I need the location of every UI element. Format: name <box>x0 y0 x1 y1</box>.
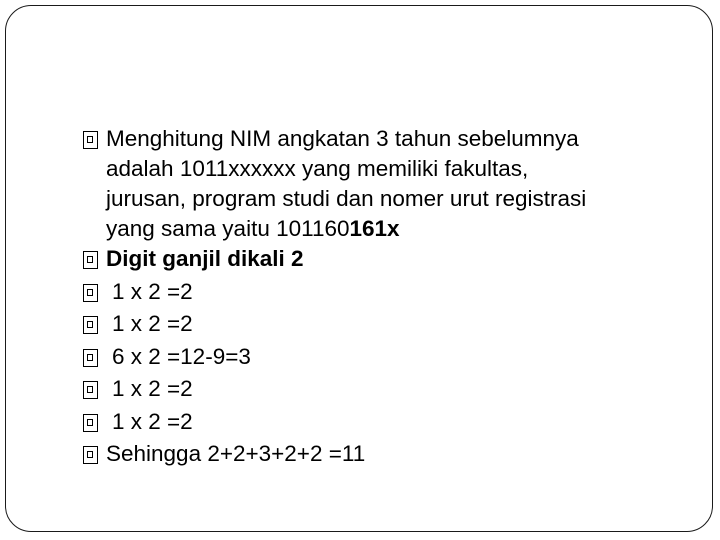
square-bullet-icon <box>83 414 98 432</box>
list-item-text: yang sama yaitu 101160 <box>106 216 350 241</box>
list-item <box>83 439 683 469</box>
list-item <box>83 374 683 404</box>
list-item <box>83 244 683 274</box>
square-bullet-icon <box>83 349 98 367</box>
list-item <box>83 407 683 437</box>
list-item-text: 1 x 2 =2 <box>112 311 193 336</box>
slide-frame <box>5 5 713 532</box>
list-item-line: Menghitung NIM angkatan 3 tahun sebelumnya <box>106 126 579 151</box>
list-item-text: 1 x 2 =2 <box>112 376 193 401</box>
list-item-text: 6 x 2 =12-9=3 <box>112 343 251 369</box>
square-bullet-icon <box>83 251 98 269</box>
list-item-text: Sehingga 2+2+3+2+2 =11 <box>106 441 366 466</box>
list-item-text: 1 x 2 =2 <box>112 408 193 434</box>
list-item <box>83 309 683 339</box>
list-item-bold-text: 161x <box>349 216 400 241</box>
list-item-bold-text: Digit ganjil dikali 2 <box>106 246 304 271</box>
list-item-line <box>106 214 683 244</box>
square-bullet-icon <box>83 284 98 302</box>
list-item-text: 1 x 2 =2 <box>112 278 193 304</box>
list-item <box>83 342 683 372</box>
list-item-line: adalah 1011xxxxxx yang memiliki fakultas, <box>106 156 529 181</box>
square-bullet-icon <box>83 446 98 464</box>
list-item <box>83 277 683 307</box>
square-bullet-icon <box>83 131 98 149</box>
square-bullet-icon <box>83 316 98 334</box>
square-bullet-icon <box>83 381 98 399</box>
list-item-line: jurusan, program studi dan nomer urut registrasi <box>106 186 587 211</box>
list-item <box>83 124 683 244</box>
slide-body <box>83 124 683 472</box>
